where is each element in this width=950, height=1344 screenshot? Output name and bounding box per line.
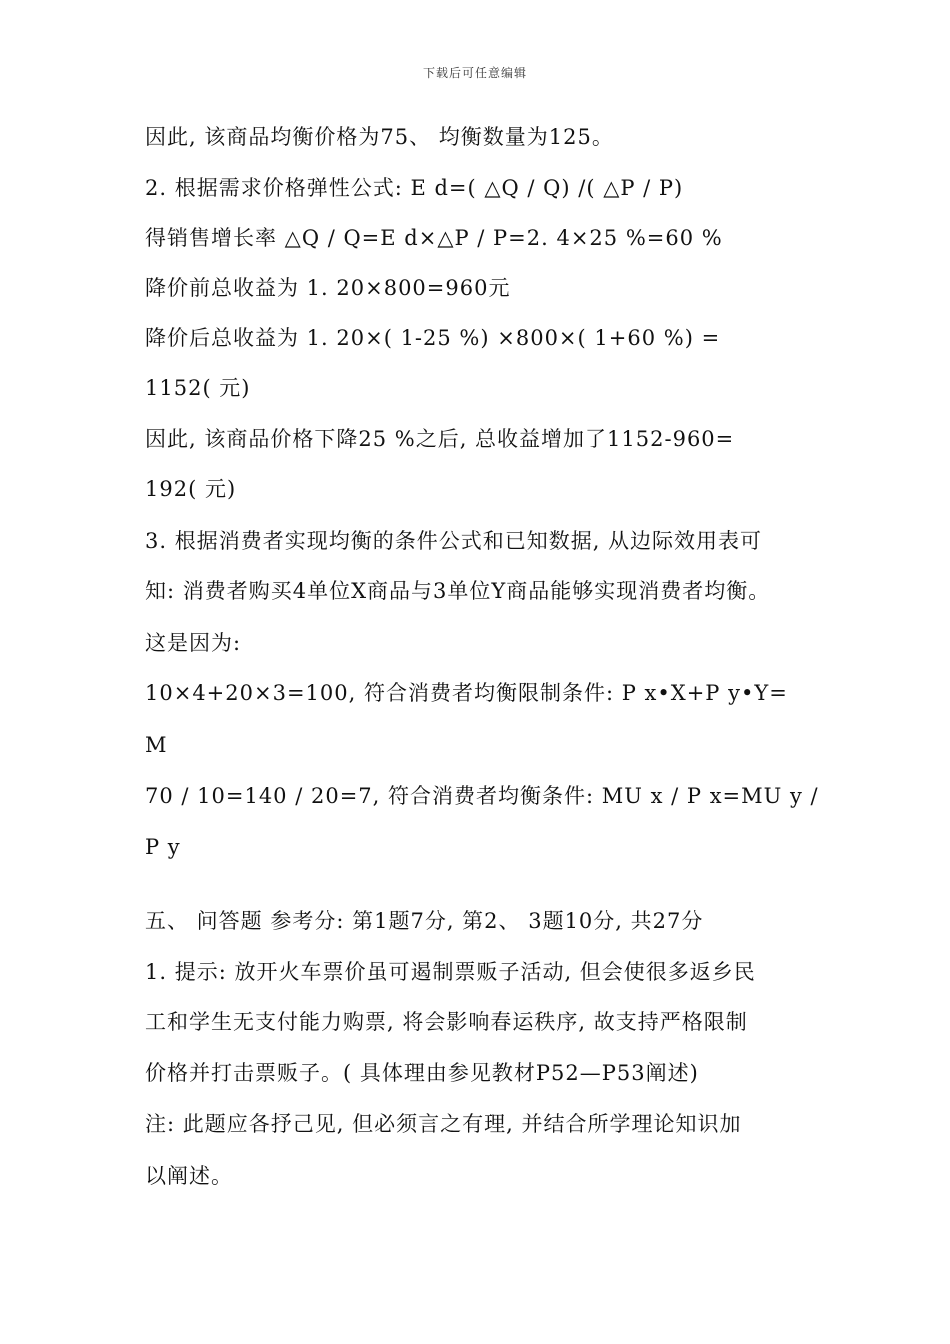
text-line: P y xyxy=(145,835,181,859)
text-line: 降价前总收益为 1. 20×800=960元 xyxy=(145,276,511,300)
text-line: 得销售增长率 △Q / Q=E d×△P / P=2. 4×25 %=60 % xyxy=(145,226,723,250)
text-line: 因此, 该商品价格下降25 %之后, 总收益增加了1152-960= xyxy=(145,427,735,451)
text-line: 价格并打击票贩子。( 具体理由参见教材P52—P53阐述) xyxy=(145,1061,699,1085)
text-line: 1152( 元) xyxy=(145,376,251,400)
text-line: 192( 元) xyxy=(145,477,237,501)
text-line: 70 / 10=140 / 20=7, 符合消费者均衡条件: MU x / P x=MU y / xyxy=(145,784,819,808)
text-line: 2. 根据需求价格弹性公式: E d=( △Q / Q) /( △P / P) xyxy=(145,176,684,200)
text-line: 10×4+20×3=100, 符合消费者均衡限制条件: P x•X+P y•Y= xyxy=(145,681,788,705)
text-line: M xyxy=(145,733,168,757)
text-line: 注: 此题应各抒己见, 但必须言之有理, 并结合所学理论知识加 xyxy=(145,1112,742,1136)
text-line: 因此, 该商品均衡价格为75、 均衡数量为125。 xyxy=(145,125,614,149)
text-line: 3. 根据消费者实现均衡的条件公式和已知数据, 从边际效用表可 xyxy=(145,529,763,553)
text-line: 降价后总收益为 1. 20×( 1-25 %) ×800×( 1+60 %) = xyxy=(145,326,721,350)
text-line: 以阐述。 xyxy=(145,1164,233,1188)
text-line: 1. 提示: 放开火车票价虽可遏制票贩子活动, 但会使很多返乡民 xyxy=(145,960,756,984)
section-heading: 五、 问答题 参考分: 第1题7分, 第2、 3题10分, 共27分 xyxy=(145,909,704,933)
text-line: 知: 消费者购买4单位X商品与3单位Y商品能够实现消费者均衡。 xyxy=(145,579,771,603)
text-line: 工和学生无支付能力购票, 将会影响春运秩序, 故支持严格限制 xyxy=(145,1010,748,1034)
page-header: 下载后可任意编辑 xyxy=(422,66,527,80)
text-line: 这是因为: xyxy=(145,631,242,655)
